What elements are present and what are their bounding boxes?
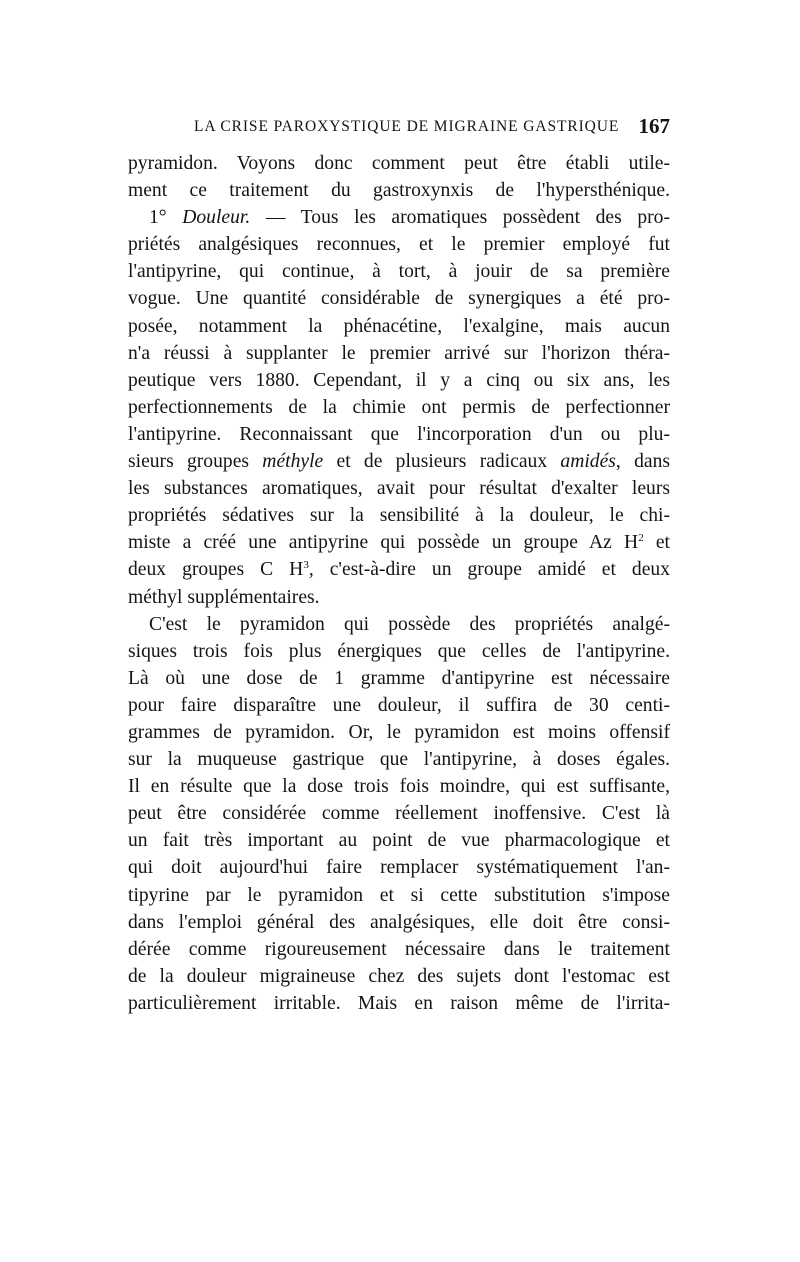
text-line: 1° Douleur. — Tous les aromatiques possèdent des pro- — [149, 207, 670, 229]
text-line: priétés analgésiques reconnues, et le premier employé fut — [128, 234, 670, 256]
text-line: pyramidon. Voyons donc comment peut être établi utile- — [128, 153, 670, 174]
text-line: particulièrement irritable. Mais en raison même de l'irrita- — [128, 992, 670, 1014]
text-line: méthyl supplémentaires. — [128, 586, 320, 608]
text-line: n'a réussi à supplanter le premier arrivé sur l'horizon théra- — [128, 342, 670, 364]
page-number: 167 — [638, 114, 670, 138]
text-line: deux groupes C $H^3$, c'est-à-dire un groupe amidé et deux — [128, 559, 670, 581]
text-line: dérée comme rigoureusement nécessaire dans le traitement — [128, 938, 670, 960]
text-line: Là où une dose de 1 gramme d'antipyrine est nécessaire — [128, 667, 670, 689]
running-title: LA CRISE PAROXYSTIQUE DE MIGRAINE GASTRIQUE — [194, 118, 620, 135]
text-line: qui doit aujourd'hui faire remplacer systématiquement l'an- — [128, 857, 670, 879]
running-head — [128, 114, 670, 140]
body-text — [128, 150, 670, 1017]
text-line: pour faire disparaître une douleur, il suffira de 30 centi- — [128, 694, 670, 716]
text-line: de la douleur migraineuse chez des sujets dont l'estomac est — [128, 965, 670, 987]
text-line: Il en résulte que la dose trois fois moindre, qui est suffisante, — [128, 776, 670, 798]
section-heading-douleur: Douleur. — [182, 207, 251, 229]
text-line: sieurs groupes méthyle et de plusieurs radicaux amidés, dans — [128, 451, 671, 473]
text-line: siques trois fois plus énergiques que celles de l'antipyrine. — [128, 640, 670, 662]
text-line: dans l'emploi général des analgésiques, elle doit être consi- — [128, 911, 670, 933]
text-line: propriétés sédatives sur la sensibilité à la douleur, le chi- — [128, 505, 670, 527]
text-line: ment ce traitement du gastroxynxis de l'hypersthénique. — [128, 180, 670, 202]
text-line: l'antipyrine. Reconnaissant que l'incorporation d'un ou plu- — [128, 423, 670, 445]
superscript: 3 — [303, 559, 309, 572]
text-line: posée, notamment la phénacétine, l'exalgine, mais aucun — [128, 315, 670, 337]
text-line: vogue. Une quantité considérable de synergiques a été pro- — [128, 288, 670, 310]
text-line: tipyrine par le pyramidon et si cette substitution s'impose — [128, 884, 670, 906]
text-line: miste a créé une antipyrine qui possède un groupe Az $H^2$ et — [128, 532, 670, 554]
text-line: peut être considérée comme réellement inoffensive. C'est là — [128, 803, 670, 825]
text-line: perfectionnements de la chimie ont permis de perfectionner — [128, 396, 670, 418]
italic-term: méthyle — [262, 451, 324, 473]
text-line: sur la muqueuse gastrique que l'antipyrine, à doses égales. — [128, 749, 670, 771]
text-line: peutique vers 1880. Cependant, il y a cinq ou six ans, les — [128, 369, 670, 391]
text-line: les substances aromatiques, avait pour résultat d'exalter leurs — [128, 478, 670, 500]
text-line: C'est le pyramidon qui possède des propriétés analgé- — [149, 613, 670, 635]
superscript: 2 — [638, 532, 644, 545]
italic-term: amidés — [560, 451, 616, 473]
text-line: un fait très important au point de vue pharmacologique et — [128, 830, 670, 852]
text-line: l'antipyrine, qui continue, à tort, à jouir de sa première — [128, 261, 670, 283]
text-line: grammes de pyramidon. Or, le pyramidon est moins offensif — [128, 721, 670, 743]
